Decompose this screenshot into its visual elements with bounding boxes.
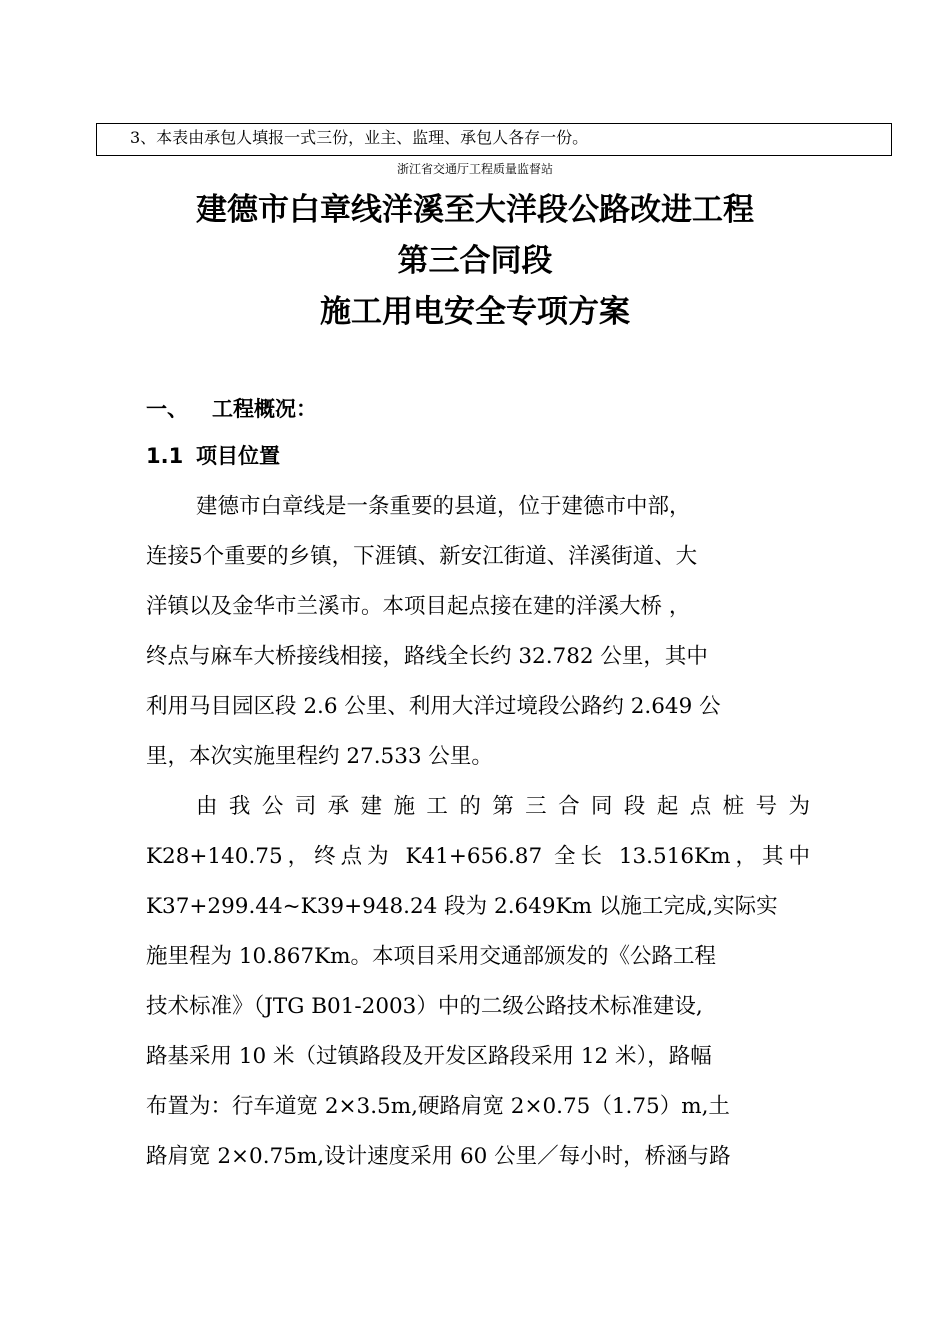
title-line-2: 第三合同段	[397, 243, 553, 279]
body-line: 建德市白章线是一条重要的县道，位于建德市中部，	[196, 494, 691, 519]
title-line-1: 建德市白章线洋溪至大洋段公路改进工程	[196, 192, 754, 228]
subsection-heading	[146, 440, 280, 472]
body-line: 施里程为 10.867Km。本项目采用交通部颁发的《公路工程	[146, 944, 717, 969]
body-line: 里，本次实施里程约 27.533 公里。	[146, 744, 493, 769]
body-line: 由我公司承建施工的第三合同段起点桩号为	[196, 794, 810, 819]
body-line: 终点与麻车大桥接线相接，路线全长约 32.782 公里，其中	[146, 644, 708, 669]
note-text: 3、本表由承包人填报一式三份，业主、监理、承包人各存一份。	[130, 128, 589, 147]
section-title: 工程概况：	[212, 397, 317, 421]
body-line: K28+140.75，终点为 K41+656.87 全长 13.516Km，其中	[146, 844, 810, 869]
body-line: 洋镇以及金华市兰溪市。本项目起点接在建的洋溪大桥 ，	[146, 594, 691, 619]
subsection-title: 项目位置	[196, 444, 280, 468]
body-line: 路肩宽 2×0.75m,设计速度采用 60 公里／每小时，桥涵与路	[146, 1144, 731, 1169]
section-heading	[146, 393, 317, 425]
page-header: 浙江省交通厅工程质量监督站	[396, 162, 553, 176]
section-number: 一、	[146, 397, 188, 421]
body-line: 利用马目园区段 2.6 公里、利用大洋过境段公路约 2.649 公	[146, 694, 721, 719]
body-line: K37+299.44~K39+948.24 段为 2.649Km 以施工完成,实际实	[146, 894, 778, 919]
body-line: 连接5个重要的乡镇，下涯镇、新安江街道、洋溪街道、大	[146, 544, 698, 569]
body-line: 布置为：行车道宽 2×3.5m,硬路肩宽 2×0.75（1.75）m,土	[146, 1094, 730, 1119]
body-line: 技术标准》（JTG B01-2003）中的二级公路技术标准建设,	[146, 994, 703, 1019]
subsection-number: 1.1	[146, 444, 184, 468]
title-line-3: 施工用电安全专项方案	[320, 294, 630, 330]
body-line: 路基采用 10 米（过镇路段及开发区路段采用 12 米），路幅	[146, 1044, 712, 1069]
